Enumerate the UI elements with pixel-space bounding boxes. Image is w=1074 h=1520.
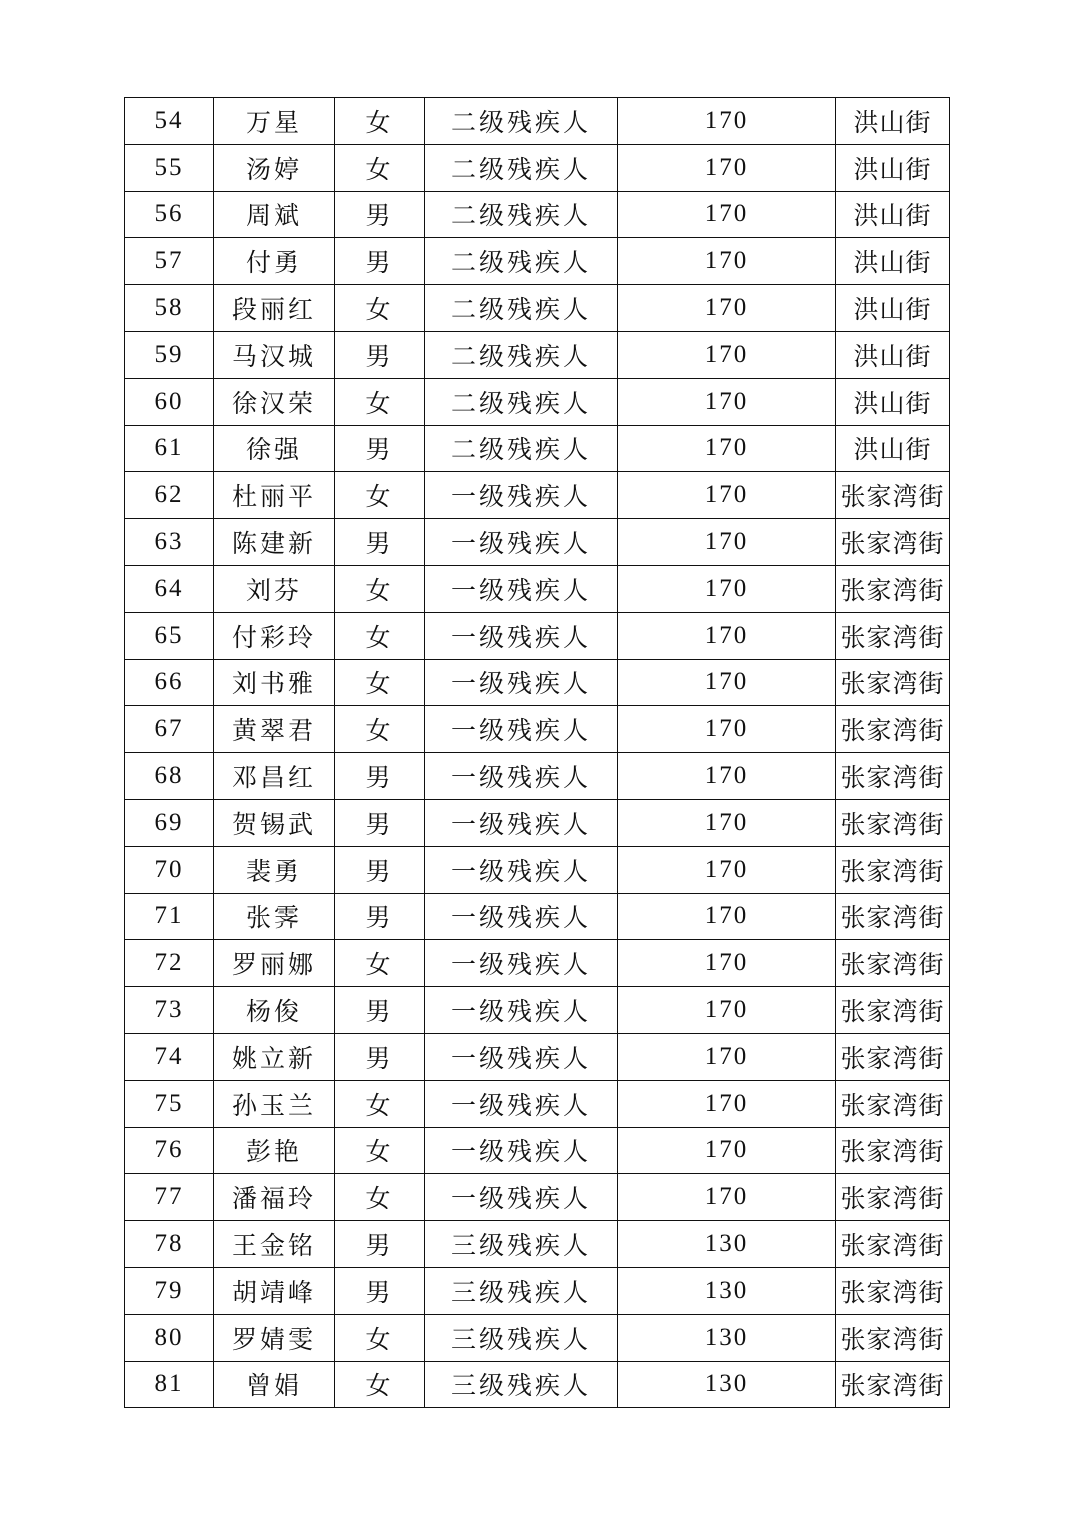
street-cell: 张家湾街 <box>836 1221 950 1268</box>
disability-level-cell: 三级残疾人 <box>425 1314 618 1361</box>
disability-level-cell: 一级残疾人 <box>425 1080 618 1127</box>
gender-cell: 男 <box>335 519 425 566</box>
name-cell: 徐强 <box>214 425 335 472</box>
disability-level-cell: 一级残疾人 <box>425 565 618 612</box>
subsidy-roster-table <box>124 97 950 1408</box>
row-number-cell: 74 <box>125 1033 214 1080</box>
table-row <box>125 893 950 940</box>
gender-cell: 女 <box>335 1174 425 1221</box>
name-cell: 彭艳 <box>214 1127 335 1174</box>
name-cell: 杨俊 <box>214 987 335 1034</box>
street-cell: 张家湾街 <box>836 1361 950 1408</box>
table-row <box>125 799 950 846</box>
disability-level-cell: 二级残疾人 <box>425 144 618 191</box>
disability-level-cell: 二级残疾人 <box>425 285 618 332</box>
gender-cell: 女 <box>335 144 425 191</box>
gender-cell: 女 <box>335 940 425 987</box>
row-number-cell: 58 <box>125 285 214 332</box>
street-cell: 张家湾街 <box>836 893 950 940</box>
amount-cell: 170 <box>618 98 836 145</box>
amount-cell: 170 <box>618 191 836 238</box>
street-cell: 张家湾街 <box>836 1080 950 1127</box>
table-row <box>125 378 950 425</box>
table-row <box>125 1174 950 1221</box>
row-number-cell: 54 <box>125 98 214 145</box>
amount-cell: 170 <box>618 1127 836 1174</box>
row-number-cell: 55 <box>125 144 214 191</box>
name-cell: 胡靖峰 <box>214 1267 335 1314</box>
row-number-cell: 60 <box>125 378 214 425</box>
name-cell: 付彩玲 <box>214 612 335 659</box>
street-cell: 张家湾街 <box>836 940 950 987</box>
disability-level-cell: 一级残疾人 <box>425 893 618 940</box>
street-cell: 张家湾街 <box>836 519 950 566</box>
name-cell: 孙玉兰 <box>214 1080 335 1127</box>
gender-cell: 男 <box>335 1033 425 1080</box>
gender-cell: 女 <box>335 612 425 659</box>
row-number-cell: 79 <box>125 1267 214 1314</box>
table-row <box>125 331 950 378</box>
gender-cell: 男 <box>335 846 425 893</box>
disability-level-cell: 一级残疾人 <box>425 659 618 706</box>
street-cell: 张家湾街 <box>836 659 950 706</box>
row-number-cell: 69 <box>125 799 214 846</box>
amount-cell: 170 <box>618 378 836 425</box>
table-row <box>125 846 950 893</box>
name-cell: 潘福玲 <box>214 1174 335 1221</box>
gender-cell: 男 <box>335 191 425 238</box>
name-cell: 万星 <box>214 98 335 145</box>
disability-level-cell: 二级残疾人 <box>425 331 618 378</box>
table-row <box>125 472 950 519</box>
gender-cell: 女 <box>335 1080 425 1127</box>
table-row <box>125 753 950 800</box>
row-number-cell: 65 <box>125 612 214 659</box>
row-number-cell: 57 <box>125 238 214 285</box>
street-cell: 张家湾街 <box>836 565 950 612</box>
table-row <box>125 238 950 285</box>
row-number-cell: 56 <box>125 191 214 238</box>
row-number-cell: 64 <box>125 565 214 612</box>
amount-cell: 170 <box>618 799 836 846</box>
disability-level-cell: 三级残疾人 <box>425 1267 618 1314</box>
amount-cell: 170 <box>618 1033 836 1080</box>
table-row <box>125 425 950 472</box>
name-cell: 罗婧雯 <box>214 1314 335 1361</box>
disability-level-cell: 二级残疾人 <box>425 238 618 285</box>
name-cell: 黄翠君 <box>214 706 335 753</box>
amount-cell: 170 <box>618 940 836 987</box>
gender-cell: 男 <box>335 987 425 1034</box>
table-row <box>125 1267 950 1314</box>
disability-level-cell: 三级残疾人 <box>425 1361 618 1408</box>
disability-level-cell: 二级残疾人 <box>425 378 618 425</box>
gender-cell: 男 <box>335 1267 425 1314</box>
amount-cell: 170 <box>618 285 836 332</box>
disability-level-cell: 一级残疾人 <box>425 519 618 566</box>
table-row <box>125 1314 950 1361</box>
row-number-cell: 78 <box>125 1221 214 1268</box>
street-cell: 张家湾街 <box>836 1174 950 1221</box>
row-number-cell: 67 <box>125 706 214 753</box>
row-number-cell: 61 <box>125 425 214 472</box>
gender-cell: 女 <box>335 472 425 519</box>
name-cell: 刘书雅 <box>214 659 335 706</box>
amount-cell: 170 <box>618 706 836 753</box>
row-number-cell: 80 <box>125 1314 214 1361</box>
street-cell: 洪山街 <box>836 191 950 238</box>
disability-level-cell: 一级残疾人 <box>425 1127 618 1174</box>
disability-level-cell: 一级残疾人 <box>425 612 618 659</box>
street-cell: 张家湾街 <box>836 612 950 659</box>
name-cell: 杜丽平 <box>214 472 335 519</box>
name-cell: 裴勇 <box>214 846 335 893</box>
row-number-cell: 75 <box>125 1080 214 1127</box>
amount-cell: 170 <box>618 612 836 659</box>
row-number-cell: 59 <box>125 331 214 378</box>
row-number-cell: 76 <box>125 1127 214 1174</box>
street-cell: 洪山街 <box>836 238 950 285</box>
disability-level-cell: 一级残疾人 <box>425 987 618 1034</box>
street-cell: 张家湾街 <box>836 846 950 893</box>
table-row <box>125 612 950 659</box>
street-cell: 张家湾街 <box>836 753 950 800</box>
name-cell: 曾娟 <box>214 1361 335 1408</box>
amount-cell: 170 <box>618 144 836 191</box>
amount-cell: 130 <box>618 1314 836 1361</box>
amount-cell: 130 <box>618 1267 836 1314</box>
gender-cell: 男 <box>335 893 425 940</box>
amount-cell: 170 <box>618 753 836 800</box>
table-row <box>125 940 950 987</box>
disability-level-cell: 一级残疾人 <box>425 753 618 800</box>
table-row <box>125 1221 950 1268</box>
disability-level-cell: 一级残疾人 <box>425 940 618 987</box>
row-number-cell: 72 <box>125 940 214 987</box>
row-number-cell: 70 <box>125 846 214 893</box>
gender-cell: 女 <box>335 706 425 753</box>
disability-level-cell: 二级残疾人 <box>425 425 618 472</box>
street-cell: 张家湾街 <box>836 987 950 1034</box>
street-cell: 张家湾街 <box>836 799 950 846</box>
amount-cell: 170 <box>618 987 836 1034</box>
amount-cell: 170 <box>618 331 836 378</box>
row-number-cell: 71 <box>125 893 214 940</box>
street-cell: 张家湾街 <box>836 472 950 519</box>
table-row <box>125 1080 950 1127</box>
name-cell: 罗丽娜 <box>214 940 335 987</box>
row-number-cell: 68 <box>125 753 214 800</box>
row-number-cell: 63 <box>125 519 214 566</box>
amount-cell: 170 <box>618 472 836 519</box>
gender-cell: 女 <box>335 378 425 425</box>
gender-cell: 男 <box>335 753 425 800</box>
name-cell: 周斌 <box>214 191 335 238</box>
gender-cell: 男 <box>335 799 425 846</box>
row-number-cell: 66 <box>125 659 214 706</box>
amount-cell: 170 <box>618 893 836 940</box>
amount-cell: 170 <box>618 659 836 706</box>
gender-cell: 男 <box>335 238 425 285</box>
street-cell: 张家湾街 <box>836 1267 950 1314</box>
table-row <box>125 144 950 191</box>
street-cell: 洪山街 <box>836 144 950 191</box>
disability-level-cell: 一级残疾人 <box>425 472 618 519</box>
name-cell: 陈建新 <box>214 519 335 566</box>
row-number-cell: 73 <box>125 987 214 1034</box>
amount-cell: 170 <box>618 1174 836 1221</box>
row-number-cell: 62 <box>125 472 214 519</box>
row-number-cell: 77 <box>125 1174 214 1221</box>
amount-cell: 170 <box>618 425 836 472</box>
disability-level-cell: 二级残疾人 <box>425 191 618 238</box>
table-row <box>125 987 950 1034</box>
gender-cell: 女 <box>335 659 425 706</box>
amount-cell: 170 <box>618 238 836 285</box>
gender-cell: 女 <box>335 285 425 332</box>
table-row <box>125 1033 950 1080</box>
table-row <box>125 285 950 332</box>
gender-cell: 女 <box>335 1127 425 1174</box>
disability-level-cell: 一级残疾人 <box>425 1174 618 1221</box>
disability-level-cell: 一级残疾人 <box>425 706 618 753</box>
gender-cell: 女 <box>335 1361 425 1408</box>
name-cell: 段丽红 <box>214 285 335 332</box>
name-cell: 马汉城 <box>214 331 335 378</box>
gender-cell: 男 <box>335 425 425 472</box>
name-cell: 姚立新 <box>214 1033 335 1080</box>
disability-level-cell: 一级残疾人 <box>425 799 618 846</box>
table-row <box>125 98 950 145</box>
street-cell: 洪山街 <box>836 425 950 472</box>
gender-cell: 男 <box>335 331 425 378</box>
street-cell: 洪山街 <box>836 378 950 425</box>
amount-cell: 130 <box>618 1221 836 1268</box>
gender-cell: 女 <box>335 565 425 612</box>
name-cell: 王金铭 <box>214 1221 335 1268</box>
name-cell: 邓昌红 <box>214 753 335 800</box>
table-row <box>125 1361 950 1408</box>
disability-level-cell: 一级残疾人 <box>425 846 618 893</box>
table-row <box>125 659 950 706</box>
amount-cell: 170 <box>618 1080 836 1127</box>
street-cell: 张家湾街 <box>836 1127 950 1174</box>
gender-cell: 女 <box>335 1314 425 1361</box>
street-cell: 张家湾街 <box>836 1033 950 1080</box>
street-cell: 洪山街 <box>836 285 950 332</box>
table-row <box>125 565 950 612</box>
street-cell: 洪山街 <box>836 331 950 378</box>
table-row <box>125 519 950 566</box>
disability-level-cell: 三级残疾人 <box>425 1221 618 1268</box>
disability-level-cell: 一级残疾人 <box>425 1033 618 1080</box>
disability-level-cell: 二级残疾人 <box>425 98 618 145</box>
table-row <box>125 706 950 753</box>
gender-cell: 女 <box>335 98 425 145</box>
amount-cell: 170 <box>618 519 836 566</box>
amount-cell: 170 <box>618 846 836 893</box>
street-cell: 洪山街 <box>836 98 950 145</box>
amount-cell: 130 <box>618 1361 836 1408</box>
gender-cell: 男 <box>335 1221 425 1268</box>
name-cell: 张霁 <box>214 893 335 940</box>
table-body <box>125 98 950 1408</box>
name-cell: 刘芬 <box>214 565 335 612</box>
name-cell: 付勇 <box>214 238 335 285</box>
name-cell: 贺锡武 <box>214 799 335 846</box>
row-number-cell: 81 <box>125 1361 214 1408</box>
street-cell: 张家湾街 <box>836 1314 950 1361</box>
name-cell: 徐汉荣 <box>214 378 335 425</box>
name-cell: 汤婷 <box>214 144 335 191</box>
table-row <box>125 191 950 238</box>
street-cell: 张家湾街 <box>836 706 950 753</box>
table-row <box>125 1127 950 1174</box>
amount-cell: 170 <box>618 565 836 612</box>
